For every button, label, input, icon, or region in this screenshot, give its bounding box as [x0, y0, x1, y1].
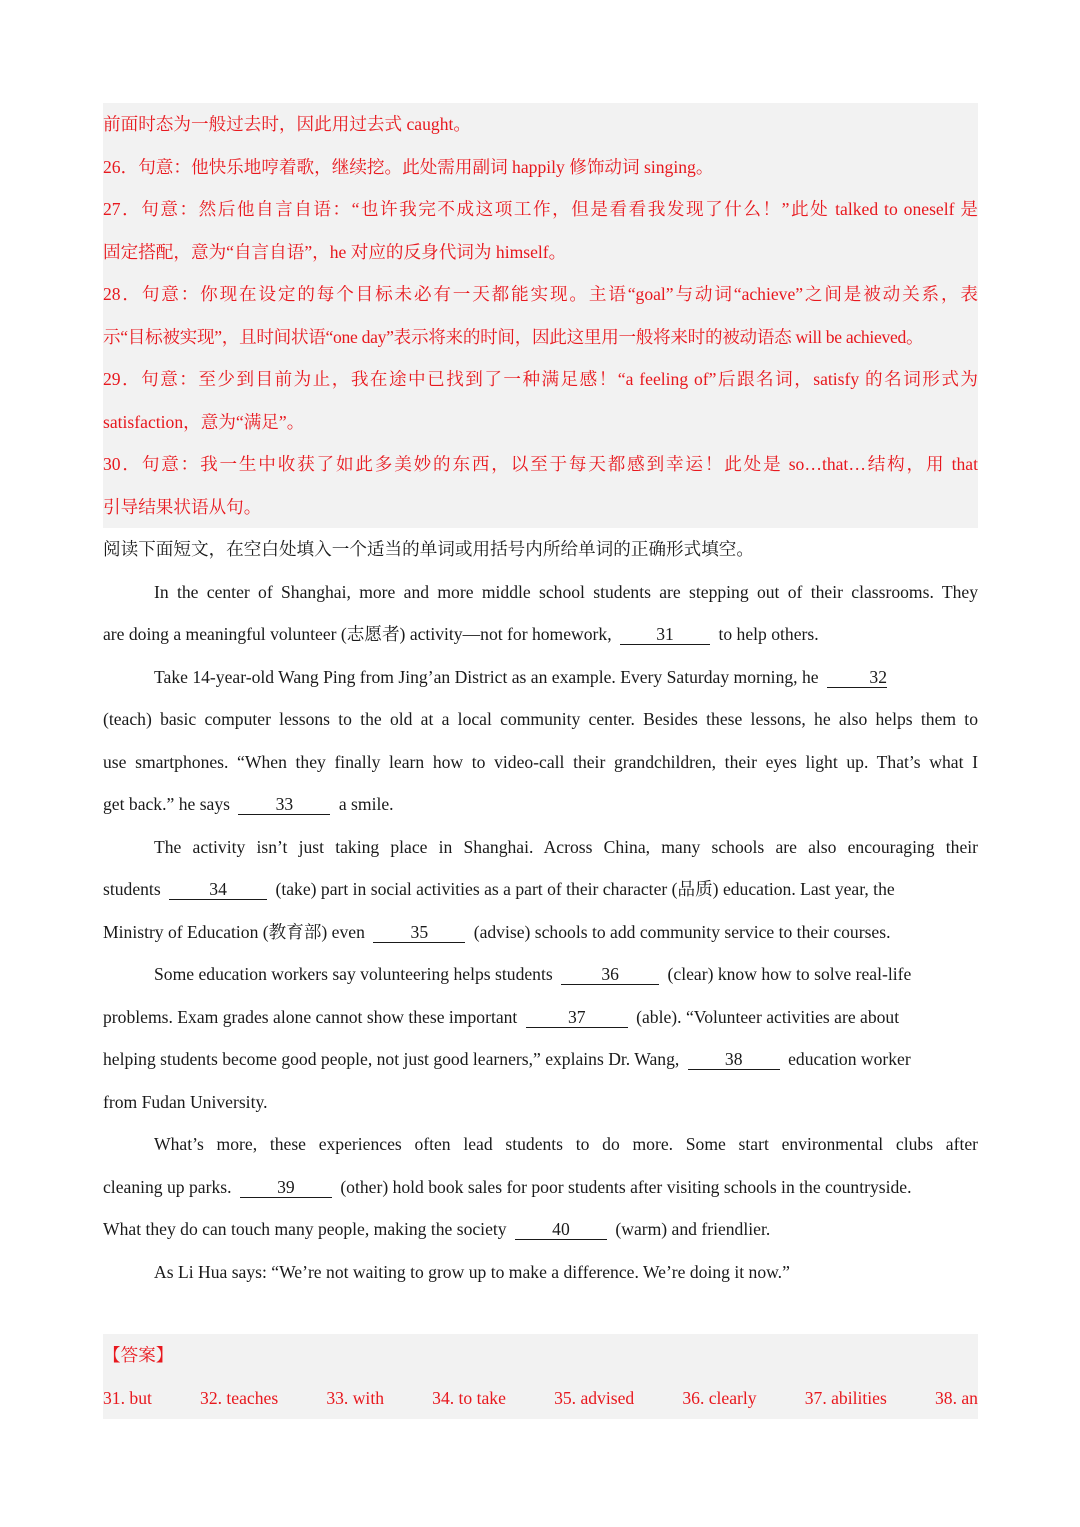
passage-text: Some education workers say volunteering helps students — [154, 964, 553, 984]
answer-item: 32. teaches — [200, 1387, 279, 1408]
passage-line: use smartphones. “When they finally learn how to video-call their grandchildren, their eyes light up. That’s what I — [103, 751, 978, 772]
passage-line: As Li Hua says: “We’re not waiting to grow up to make a difference. We’re doing it now.” — [154, 1261, 790, 1282]
passage-line: In the center of Shanghai, more and more middle school students are stepping out of their classrooms. They — [154, 581, 978, 602]
passage-text: (take) part in social activities as a part of their character (品质) education. Last year, the — [275, 879, 895, 899]
answer-title: 【答案】 — [103, 1345, 174, 1365]
blank-31[interactable]: 31 — [620, 624, 710, 645]
answer-item: 37. abilities — [804, 1387, 887, 1408]
passage-text: are doing a meaningful volunteer (志愿者) activity—not for homework, — [103, 624, 612, 644]
passage-line — [103, 1208, 978, 1251]
answer-item: 34. to take — [432, 1387, 506, 1408]
passage-line — [103, 656, 978, 699]
passage-line: The activity isn’t just taking place in Shanghai. Across China, many schools are also encouraging their — [154, 836, 978, 857]
explanation-line: 30．句意：我一生中收获了如此多美妙的东西，以至于每天都感到幸运！此处是 so…that…结构，用 that — [103, 454, 978, 474]
explanation-line: 示“目标被实现”，且时间状语“one day”表示将来的时间，因此这里用一般将来时的被动语态 will be achieved。 — [103, 326, 924, 347]
passage-text: students — [103, 879, 161, 899]
passage-line: (teach) basic computer lessons to the old at a local community center. Besides these lessons, he also helps them to — [103, 709, 978, 729]
passage-line — [103, 1166, 978, 1209]
passage-line — [103, 868, 978, 911]
answer-item: 38. an — [934, 1387, 978, 1408]
passage-line — [103, 1038, 978, 1081]
passage-line — [103, 911, 978, 954]
answer-item: 36. clearly — [682, 1387, 757, 1408]
passage-text: Ministry of Education (教育部) even — [103, 921, 365, 942]
blank-37[interactable]: 37 — [526, 1007, 628, 1028]
passage-text: (clear) know how to solve real-life — [667, 964, 912, 984]
answer-item: 35. advised — [554, 1387, 635, 1408]
passage-line: from Fudan University. — [103, 1091, 268, 1112]
blank-36[interactable]: 36 — [561, 964, 659, 985]
passage-text: (advise) schools to add community service to their courses. — [473, 921, 891, 942]
answer-item: 33. with — [326, 1387, 384, 1408]
passage-text: problems. Exam grades alone cannot show these important — [103, 1006, 518, 1027]
blank-32[interactable]: 32 — [827, 667, 887, 688]
blank-38[interactable]: 38 — [688, 1049, 780, 1070]
passage-text: (warm) and friendlier. — [615, 1219, 771, 1239]
passage-text: to help others. — [718, 624, 819, 644]
passage-text: What they do can touch many people, making the society — [103, 1219, 507, 1239]
explanation-line: 引导结果状语从句。 — [103, 496, 262, 517]
passage-line — [103, 953, 978, 996]
explanation-line: satisfaction，意为“满足”。 — [103, 411, 305, 432]
answer-row — [103, 1377, 978, 1420]
passage-line — [103, 996, 978, 1039]
passage-text: Take 14-year-old Wang Ping from Jing’an District as an example. Every Saturday morning, he — [154, 666, 819, 687]
explanation-line: 29．句意：至少到目前为止，我在途中已找到了一种满足感！“a feeling of”后跟名词，satisfy 的名词形式为 — [103, 369, 978, 389]
passage-text: a smile. — [338, 794, 394, 814]
answer-item: 31. but — [103, 1387, 152, 1408]
blank-33[interactable]: 33 — [238, 794, 330, 815]
explanation-line: 前面时态为一般过去时，因此用过去式 caught。 — [103, 114, 471, 134]
passage-line — [103, 613, 978, 656]
blank-39[interactable]: 39 — [240, 1177, 332, 1198]
passage-text: (other) hold book sales for poor students after visiting schools in the countryside. — [340, 1176, 912, 1197]
explanation-line: 26．句意：他快乐地哼着歌，继续挖。此处需用副词 happily 修饰动词 singing。 — [103, 156, 714, 177]
passage-text: (able). “Volunteer activities are about — [636, 1006, 900, 1027]
document-page — [103, 103, 978, 1293]
passage-text: get back.” he says — [103, 794, 231, 814]
passage-text: helping students become good people, not just good learners,” explains Dr. Wang, — [103, 1049, 680, 1069]
blank-40[interactable]: 40 — [515, 1219, 607, 1240]
explanation-box — [103, 103, 978, 528]
explanation-line: 27．句意：然后他自言自语：“也许我完不成这项工作，但是看看我发现了什么！”此处 talked to oneself 是 — [103, 199, 978, 219]
passage-text: education worker — [788, 1049, 911, 1069]
passage-text: cleaning up parks. — [103, 1176, 232, 1197]
passage-line — [103, 783, 978, 826]
blank-34[interactable]: 34 — [169, 879, 267, 900]
passage — [103, 571, 978, 1294]
explanation-line: 28．句意：你现在设定的每个目标未必有一天都能实现。主语“goal”与动词“achieve”之间是被动关系，表 — [103, 284, 978, 304]
passage-line: What’s more, these experiences often lead students to do more. Some start environmental clubs after — [154, 1134, 978, 1154]
answer-box — [103, 1334, 978, 1419]
blank-35[interactable]: 35 — [373, 922, 465, 943]
instruction-text: 阅读下面短文，在空白处填入一个适当的单词或用括号内所给单词的正确形式填空。 — [103, 539, 754, 559]
explanation-line: 固定搭配，意为“自言自语”，he 对应的反身代词为 himself。 — [103, 241, 567, 262]
